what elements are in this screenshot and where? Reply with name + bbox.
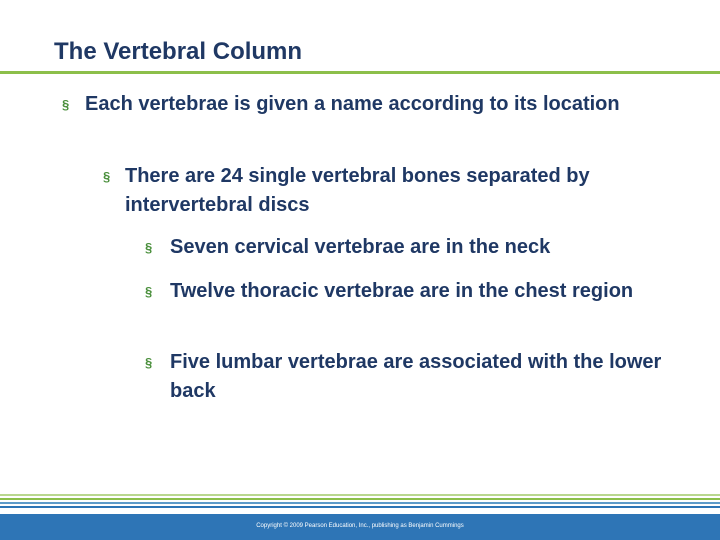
footer-bar [0,514,720,540]
footer-stripe [0,506,720,508]
bullet-marker-icon: § [145,284,153,299]
bullet-level-3 [145,348,685,406]
bullet-level-3 [145,233,685,262]
title-underline [0,71,720,74]
copyright-notice: Copyright © 2009 Pearson Education, Inc., publishing as Benjamin Cummings [256,523,464,529]
bullet-text: Each vertebrae is given a name according to its location [85,93,620,115]
footer-stripes [0,494,720,510]
footer-stripe [0,502,720,504]
bullet-level-3 [145,277,685,306]
bullet-level-1 [62,90,682,119]
bullet-marker-icon: § [145,240,153,255]
bullet-text: Seven cervical vertebrae are in the neck [170,236,551,258]
bullet-marker-icon: § [145,355,153,370]
bullet-text: Five lumbar vertebrae are associated with the lower back [170,351,662,402]
bullet-marker-icon: § [62,97,70,112]
slide-title: The Vertebral Column [54,38,303,65]
bullet-text: Twelve thoracic vertebrae are in the chest region [170,280,634,302]
footer-stripe [0,494,720,496]
bullet-level-2 [103,162,683,220]
footer-stripe [0,498,720,500]
bullet-text: There are 24 single vertebral bones separated by intervertebral discs [125,165,590,216]
bullet-marker-icon: § [103,169,111,184]
